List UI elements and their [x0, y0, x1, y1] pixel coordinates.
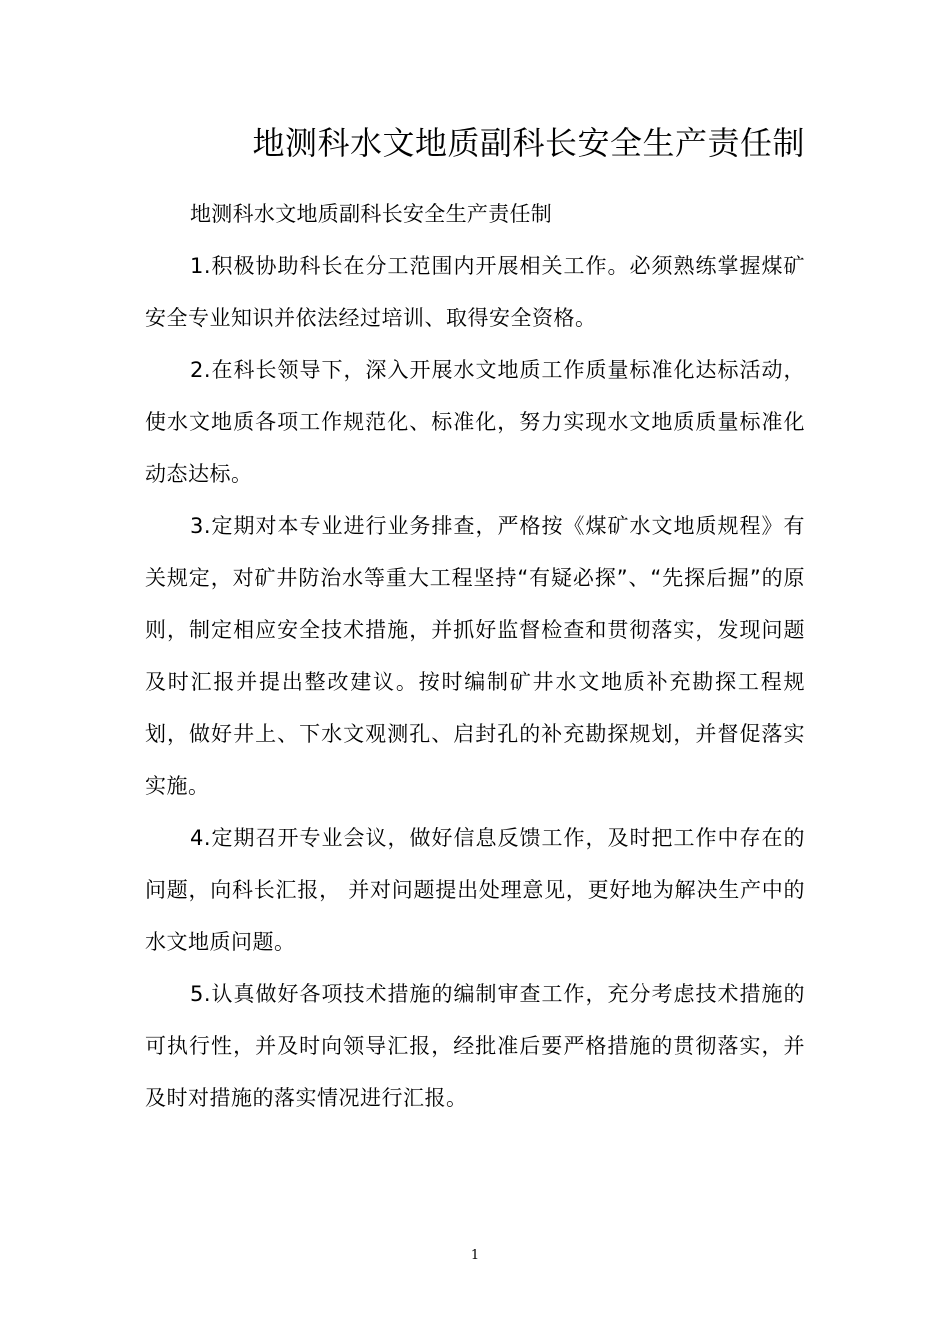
- paragraph-3: 3.定期对本专业进行业务排查，严格按《煤矿水文地质规程》有关规定，对矿井防治水等重大工程坚持“有疑必探”、“先探后掘”的原则，制定相应安全技术措施，并抓好监督检查和贯彻落实，发现问题及时汇报并提出整改建议。按时编制矿井水文地质补充勘探工程规划，做好井上、下水文观测孔、启封孔的补充勘探规划，并督促落实实施。: [145, 514, 805, 798]
- document-body: [145, 188, 805, 1124]
- document-subtitle: 地测科水文地质副科长安全生产责任制: [190, 202, 553, 226]
- paragraph-1: 1.积极协助科长在分工范围内开展相关工作。必须熟练掌握煤矿安全专业知识并依法经过培训、取得安全资格。: [145, 254, 805, 330]
- paragraph-2: 2.在科长领导下，深入开展水文地质工作质量标准化达标活动，使水文地质各项工作规范化、标准化，努力实现水文地质质量标准化动态达标。: [145, 358, 805, 486]
- page-number: 1: [470, 1248, 480, 1263]
- paragraph-4: 4.定期召开专业会议，做好信息反馈工作，及时把工作中存在的问题，向科长汇报， 并对问题提出处理意见，更好地为解决生产中的水文地质问题。: [145, 826, 805, 954]
- paragraph-5: 5.认真做好各项技术措施的编制审查工作，充分考虑技术措施的可执行性，并及时向领导汇报，经批准后要严格措施的贯彻落实，并及时对措施的落实情况进行汇报。: [145, 982, 805, 1110]
- document-title: 地测科水文地质副科长安全生产责任制: [252, 124, 805, 162]
